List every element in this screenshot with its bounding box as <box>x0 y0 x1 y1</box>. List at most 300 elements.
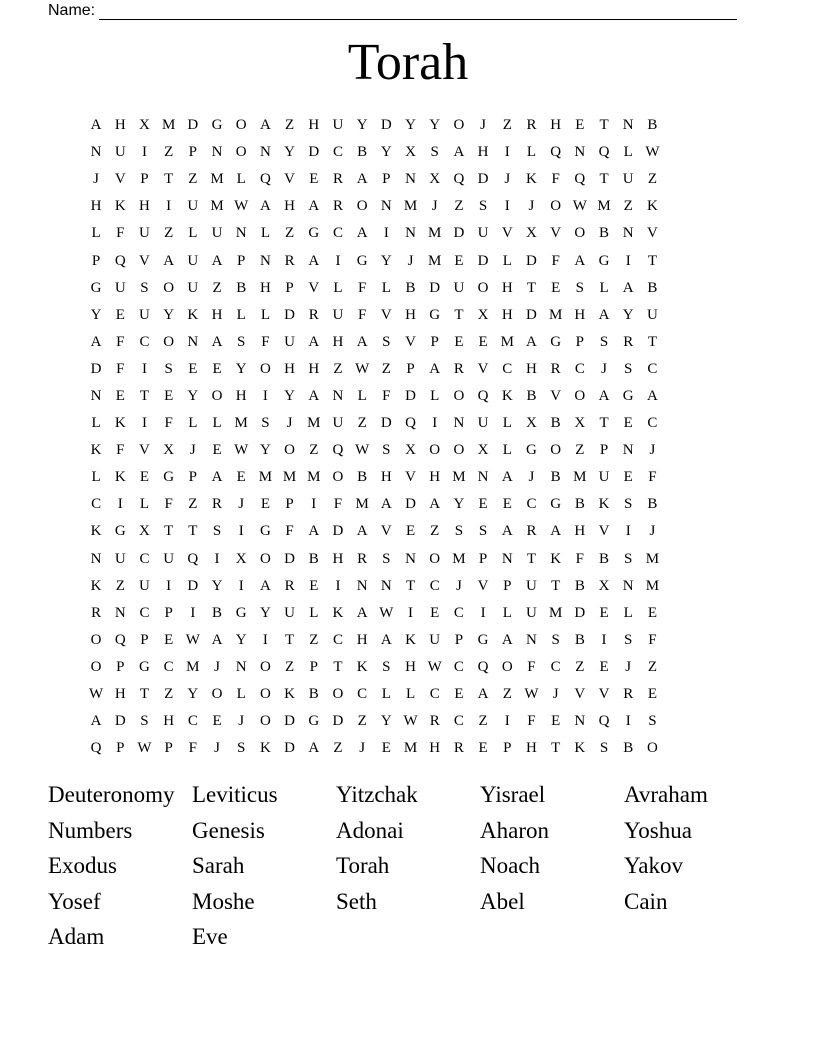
grid-letter: A <box>501 469 513 486</box>
grid-letter: N <box>114 604 126 621</box>
grid-letter: N <box>356 577 368 594</box>
grid-letter: A <box>356 604 368 621</box>
grid-letter: E <box>115 306 125 323</box>
grid-letter: V <box>114 171 126 188</box>
grid-letter: X <box>598 577 610 594</box>
grid-letter: E <box>575 117 585 134</box>
grid-letter: X <box>429 171 441 188</box>
grid-letter: K <box>598 496 610 513</box>
grid-letter: G <box>235 604 247 621</box>
grid-letter: M <box>597 198 611 215</box>
grid-letter: A <box>622 279 634 296</box>
grid-letter: Q <box>550 144 562 161</box>
grid-letter: E <box>478 333 488 350</box>
grid-letter: U <box>598 469 610 486</box>
grid-letter: N <box>453 415 465 432</box>
grid-row <box>84 193 665 220</box>
grid-letter: B <box>599 550 610 567</box>
grid-letter: A <box>477 686 489 703</box>
grid-letter: U <box>114 550 126 567</box>
grid-letter: R <box>284 577 295 594</box>
grid-letter: B <box>574 577 585 594</box>
grid-letter: A <box>308 198 320 215</box>
grid-letter: X <box>574 415 586 432</box>
grid-letter: L <box>188 415 198 432</box>
grid-letter: A <box>308 740 320 757</box>
grid-letter: E <box>139 469 150 486</box>
grid-letter: X <box>163 442 175 459</box>
grid-letter: N <box>405 171 416 188</box>
grid-letter: Y <box>235 360 247 377</box>
grid-letter: D <box>187 577 199 594</box>
grid-letter: P <box>188 469 198 486</box>
grid-letter: H <box>429 469 441 486</box>
grid-letter: S <box>551 631 560 648</box>
grid-letter: T <box>454 306 464 323</box>
grid-letter: O <box>453 117 465 134</box>
word-bank-item: Yisrael <box>480 782 546 807</box>
grid-letter: F <box>357 306 367 323</box>
grid-letter: Z <box>309 631 319 648</box>
grid-letter: N <box>574 713 586 730</box>
grid-letter: M <box>210 198 224 215</box>
grid-letter: Z <box>285 658 295 675</box>
grid-letter: O <box>259 360 271 377</box>
grid-letter: I <box>311 496 317 513</box>
grid-letter: I <box>625 252 631 269</box>
grid-letter: A <box>453 144 465 161</box>
grid-letter: F <box>575 550 585 567</box>
grid-letter: D <box>332 713 344 730</box>
grid-row <box>84 627 665 654</box>
grid-letter: B <box>647 117 658 134</box>
grid-letter: L <box>309 604 319 621</box>
grid-letter: O <box>477 279 489 296</box>
grid-letter: W <box>89 686 104 703</box>
grid-letter: P <box>478 550 488 567</box>
grid-letter: E <box>623 415 633 432</box>
grid-letter: S <box>140 279 149 296</box>
grid-letter: I <box>190 604 196 621</box>
grid-row <box>84 437 665 464</box>
grid-letter: Y <box>453 496 465 513</box>
grid-letter: F <box>333 496 343 513</box>
grid-letter: G <box>163 469 175 486</box>
grid-letter: C <box>332 631 343 648</box>
grid-letter: D <box>90 360 102 377</box>
grid-letter: U <box>187 252 199 269</box>
grid-letter: S <box>478 198 488 215</box>
grid-letter: X <box>235 550 247 567</box>
grid-letter: Y <box>187 686 199 703</box>
grid-letter: A <box>259 117 271 134</box>
grid-letter: A <box>356 225 368 242</box>
grid-letter: J <box>649 442 656 459</box>
grid-letter: A <box>211 252 223 269</box>
grid-letter: W <box>645 144 660 161</box>
grid-letter: D <box>405 496 416 513</box>
grid-row <box>84 546 665 573</box>
grid-letter: A <box>163 252 175 269</box>
grid-letter: L <box>381 686 391 703</box>
grid-letter: Z <box>623 198 633 215</box>
grid-letter: G <box>211 117 223 134</box>
grid-letter: Z <box>309 442 319 459</box>
grid-letter: S <box>382 658 391 675</box>
grid-letter: P <box>599 442 609 459</box>
grid-letter: O <box>211 686 223 703</box>
grid-letter: U <box>429 631 441 648</box>
grid-letter: Q <box>259 171 271 188</box>
grid-letter: B <box>212 604 223 621</box>
grid-letter: R <box>357 550 368 567</box>
grid-letter: Q <box>405 415 416 432</box>
grid-letter: X <box>405 442 416 459</box>
grid-letter: G <box>356 252 368 269</box>
grid-letter: M <box>307 415 321 432</box>
grid-letter: P <box>406 360 415 377</box>
grid-letter: U <box>211 225 223 242</box>
grid-letter: S <box>454 523 464 540</box>
grid-letter: U <box>114 144 126 161</box>
grid-letter: H <box>501 306 513 323</box>
grid-row <box>84 166 665 193</box>
grid-letter: L <box>236 171 246 188</box>
grid-letter: H <box>405 306 416 323</box>
grid-letter: D <box>574 604 586 621</box>
grid-letter: X <box>477 306 489 323</box>
grid-row <box>84 329 665 356</box>
grid-letter: I <box>383 225 389 242</box>
grid-letter: P <box>164 740 173 757</box>
grid-letter: I <box>504 713 510 730</box>
grid-letter: M <box>452 469 466 486</box>
grid-letter: Y <box>380 144 392 161</box>
grid-letter: O <box>453 387 465 404</box>
grid-letter: Q <box>598 713 610 730</box>
grid-letter: D <box>284 740 296 757</box>
grid-letter: S <box>140 713 149 730</box>
grid-letter: K <box>187 306 199 323</box>
grid-letter: N <box>90 550 102 567</box>
grid-letter: A <box>308 252 320 269</box>
grid-letter: P <box>503 740 512 757</box>
grid-letter: H <box>477 144 489 161</box>
grid-letter: V <box>405 469 416 486</box>
grid-letter: V <box>139 252 150 269</box>
grid-letter: H <box>501 279 513 296</box>
grid-letter: M <box>403 198 418 215</box>
grid-letter: A <box>90 713 102 730</box>
grid-letter: I <box>625 713 631 730</box>
grid-letter: O <box>284 442 296 459</box>
grid-letter: A <box>308 333 320 350</box>
grid-letter: W <box>572 198 587 215</box>
grid-letter: Y <box>284 144 296 161</box>
grid-letter: C <box>502 360 513 377</box>
grid-letter: C <box>332 144 343 161</box>
grid-letter: K <box>114 198 126 215</box>
grid-letter: K <box>90 523 102 540</box>
grid-letter: U <box>477 415 489 432</box>
grid-letter: Y <box>259 604 271 621</box>
grid-letter: T <box>599 415 609 432</box>
grid-letter: I <box>141 415 147 432</box>
grid-letter: H <box>380 469 392 486</box>
grid-letter: V <box>380 306 392 323</box>
grid-letter: A <box>429 496 441 513</box>
grid-letter: V <box>477 360 489 377</box>
grid-letter: Y <box>622 306 634 323</box>
grid-letter: U <box>477 225 489 242</box>
grid-row <box>84 112 665 139</box>
grid-letter: D <box>284 713 296 730</box>
grid-letter: N <box>622 117 634 134</box>
grid-letter: A <box>646 387 658 404</box>
grid-letter: W <box>379 604 394 621</box>
grid-row <box>84 681 665 708</box>
grid-letter: U <box>622 171 634 188</box>
grid-row <box>84 247 665 274</box>
grid-letter: P <box>575 333 585 350</box>
grid-letter: O <box>332 686 344 703</box>
grid-letter: P <box>188 144 198 161</box>
grid-letter: U <box>139 306 150 323</box>
grid-letter: U <box>187 198 199 215</box>
grid-letter: S <box>237 740 246 757</box>
grid-letter: O <box>332 469 344 486</box>
grid-letter: E <box>599 658 609 675</box>
word-bank-item: Adonai <box>336 817 404 843</box>
grid-letter: M <box>307 469 321 486</box>
grid-letter: P <box>285 279 294 296</box>
grid-letter: W <box>355 360 370 377</box>
grid-letter: Y <box>429 117 441 134</box>
grid-letter: I <box>262 387 268 404</box>
word-bank-item: Adam <box>48 924 105 949</box>
grid-letter: M <box>186 658 200 675</box>
grid-letter: B <box>357 144 368 161</box>
word-bank-item: Numbers <box>48 817 133 843</box>
grid-letter: M <box>548 306 563 323</box>
grid-letter: O <box>550 198 562 215</box>
word-bank <box>48 777 768 955</box>
grid-letter: P <box>164 604 173 621</box>
grid-letter: A <box>380 631 392 648</box>
grid-letter: B <box>236 279 247 296</box>
grid-letter: Y <box>163 306 175 323</box>
grid-letter: V <box>598 523 610 540</box>
grid-letter: S <box>478 523 488 540</box>
grid-letter: D <box>477 171 489 188</box>
grid-letter: D <box>405 387 416 404</box>
grid-letter: K <box>259 740 271 757</box>
grid-letter: I <box>141 144 147 161</box>
grid-letter: A <box>259 577 271 594</box>
grid-letter: B <box>357 469 368 486</box>
grid-letter: H <box>526 360 537 377</box>
grid-letter: M <box>573 469 587 486</box>
grid-letter: L <box>599 279 609 296</box>
grid-letter: C <box>139 550 150 567</box>
word-bank-item: Exodus <box>48 853 117 878</box>
grid-letter: P <box>116 740 125 757</box>
grid-letter: S <box>575 279 585 296</box>
grid-letter: X <box>526 415 537 432</box>
grid-letter: O <box>646 740 658 757</box>
grid-letter: C <box>357 686 368 703</box>
grid-letter: F <box>261 333 270 350</box>
grid-letter: G <box>526 442 537 459</box>
grid-letter: Z <box>502 117 512 134</box>
grid-letter: E <box>647 686 657 703</box>
grid-letter: A <box>90 333 102 350</box>
grid-letter: A <box>259 198 271 215</box>
grid-letter: B <box>647 496 658 513</box>
grid-row <box>84 573 665 600</box>
grid-letter: N <box>187 333 199 350</box>
grid-letter: T <box>164 523 174 540</box>
grid-row <box>84 735 665 762</box>
grid-letter: L <box>357 387 367 404</box>
grid-letter: Y <box>211 577 223 594</box>
grid-letter: N <box>405 225 416 242</box>
grid-letter: N <box>380 577 392 594</box>
grid-letter: H <box>405 658 416 675</box>
grid-letter: E <box>430 604 440 621</box>
grid-letter: I <box>166 198 172 215</box>
grid-letter: U <box>139 577 150 594</box>
grid-letter: T <box>139 387 150 404</box>
grid-letter: A <box>356 171 368 188</box>
grid-letter: U <box>163 550 175 567</box>
grid-letter: H <box>235 387 247 404</box>
grid-letter: N <box>574 144 586 161</box>
grid-letter: Z <box>188 496 198 513</box>
grid-letter: U <box>332 306 344 323</box>
grid-letter: Z <box>357 713 367 730</box>
grid-letter: L <box>91 415 101 432</box>
grid-letter: G <box>477 631 489 648</box>
grid-letter: B <box>647 279 658 296</box>
grid-letter: J <box>601 360 607 377</box>
word-bank-item: Eve <box>192 924 228 949</box>
grid-letter: H <box>308 360 320 377</box>
grid-letter: E <box>551 279 561 296</box>
grid-letter: E <box>164 631 174 648</box>
grid-row <box>84 302 665 329</box>
grid-letter: J <box>455 577 462 594</box>
grid-letter: G <box>550 496 562 513</box>
grid-letter: L <box>212 415 222 432</box>
grid-letter: N <box>259 144 271 161</box>
grid-letter: E <box>551 713 561 730</box>
grid-letter: H <box>356 631 368 648</box>
word-bank-item: Yoshua <box>624 817 692 843</box>
grid-letter: G <box>550 333 562 350</box>
grid-letter: J <box>504 171 511 188</box>
grid-letter: B <box>623 740 634 757</box>
grid-letter: U <box>187 279 199 296</box>
word-bank-item: Aharon <box>480 817 549 843</box>
grid-letter: S <box>624 496 633 513</box>
grid-letter: I <box>408 604 414 621</box>
grid-row <box>84 383 665 410</box>
grid-letter: T <box>599 171 609 188</box>
grid-letter: C <box>91 496 102 513</box>
grid-letter: S <box>599 740 609 757</box>
grid-letter: M <box>645 577 660 594</box>
word-bank-item: Seth <box>336 888 377 914</box>
grid-row <box>84 220 665 247</box>
grid-letter: F <box>357 279 367 296</box>
grid-letter: F <box>164 496 173 513</box>
grid-letter: Z <box>357 415 367 432</box>
grid-letter: L <box>502 442 512 459</box>
grid-letter: Y <box>90 306 102 323</box>
grid-letter: O <box>259 713 271 730</box>
grid-row <box>84 275 665 302</box>
grid-letter: H <box>574 306 586 323</box>
grid-letter: F <box>648 469 657 486</box>
grid-letter: D <box>429 279 441 296</box>
grid-letter: R <box>623 686 634 703</box>
word-bank-item: Leviticus <box>192 782 278 807</box>
grid-letter: M <box>428 225 442 242</box>
word-bank-item: Deuteronomy <box>48 782 175 807</box>
grid-letter: R <box>308 306 319 323</box>
grid-letter: V <box>284 171 296 188</box>
grid-letter: V <box>477 577 489 594</box>
grid-letter: H <box>114 686 126 703</box>
grid-letter: J <box>480 117 487 134</box>
grid-letter: F <box>527 713 536 730</box>
grid-letter: U <box>284 604 296 621</box>
grid-letter: T <box>285 631 295 648</box>
grid-letter: C <box>453 658 464 675</box>
grid-letter: V <box>598 686 610 703</box>
grid-letter: W <box>234 442 249 459</box>
word-bank-item: Yosef <box>48 888 101 914</box>
grid-letter: L <box>430 387 440 404</box>
grid-row <box>84 139 665 166</box>
grid-letter: N <box>405 550 416 567</box>
word-bank-item: Abel <box>480 888 525 914</box>
grid-letter: U <box>332 117 344 134</box>
grid-letter: A <box>211 631 223 648</box>
grid-letter: M <box>355 496 369 513</box>
grid-letter: N <box>622 442 634 459</box>
grid-letter: I <box>214 550 220 567</box>
grid-letter: H <box>429 740 441 757</box>
grid-letter: D <box>453 225 465 242</box>
grid-letter: T <box>551 740 561 757</box>
grid-letter: C <box>647 415 658 432</box>
grid-letter: J <box>189 442 196 459</box>
grid-letter: H <box>211 306 223 323</box>
grid-letter: N <box>235 658 247 675</box>
grid-letter: N <box>259 252 271 269</box>
word-bank-item: Genesis <box>192 817 265 843</box>
grid-letter: D <box>380 117 392 134</box>
grid-letter: D <box>114 713 126 730</box>
grid-letter: L <box>405 686 416 703</box>
grid-letter: T <box>647 333 657 350</box>
grid-letter: R <box>453 740 464 757</box>
grid-letter: P <box>140 171 149 188</box>
grid-letter: F <box>188 740 198 757</box>
grid-letter: O <box>259 686 271 703</box>
